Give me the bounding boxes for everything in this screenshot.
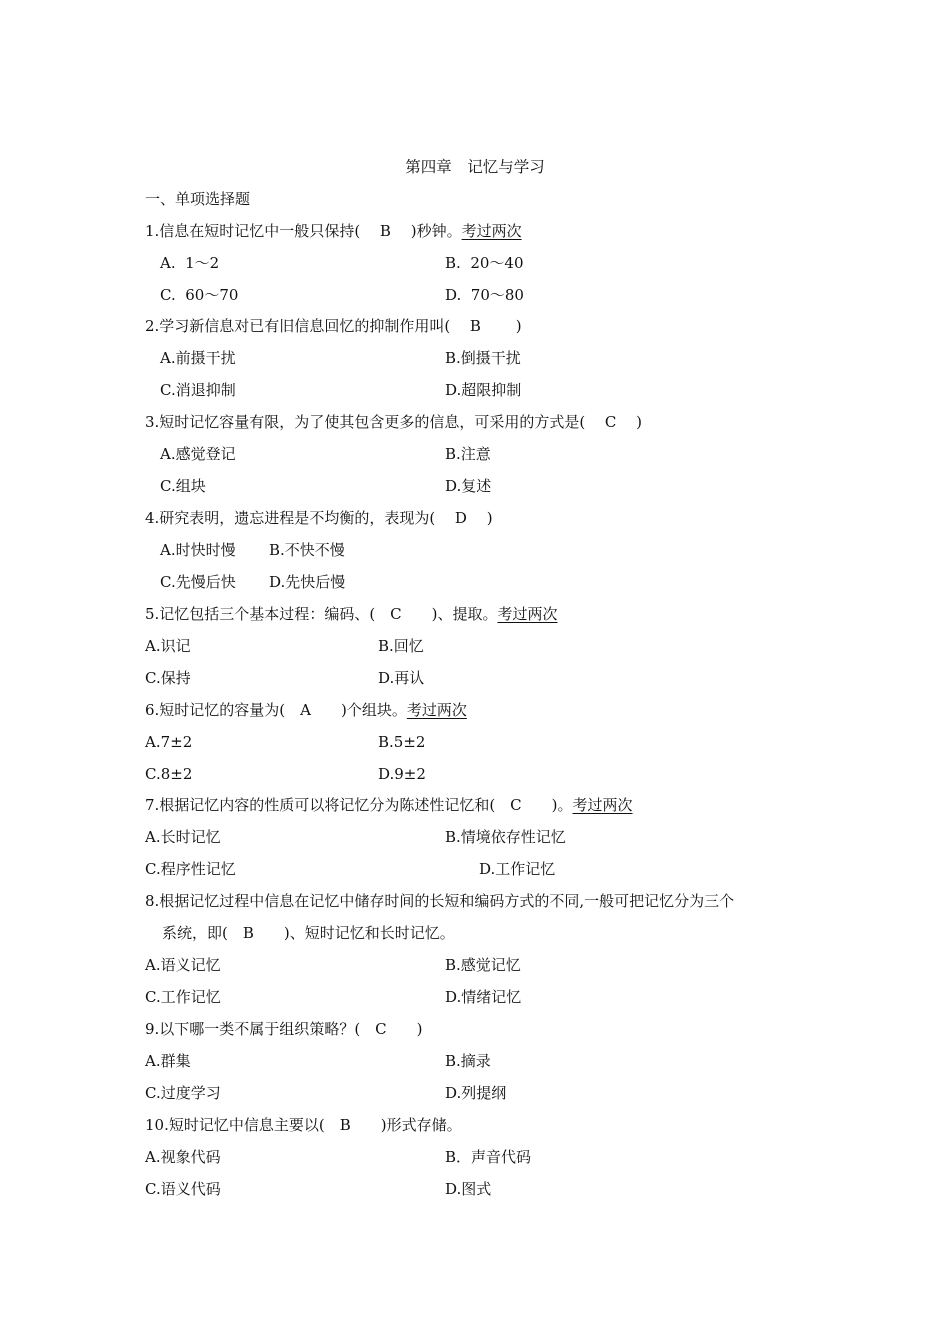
option: B.倒摄干扰 xyxy=(445,349,521,367)
section-heading: 一、单项选择题 xyxy=(145,190,251,208)
option: A.7±2 xyxy=(145,733,193,751)
option: B.回忆 xyxy=(378,637,424,655)
option: A.感觉登记 xyxy=(160,445,236,463)
option: B.摘录 xyxy=(445,1052,491,1070)
option: B.5±2 xyxy=(378,733,426,751)
question-10: 10.短时记忆中信息主要以( B )形式存储。 xyxy=(145,1116,462,1134)
question-5 xyxy=(145,604,558,624)
option: D.列提纲 xyxy=(445,1084,507,1102)
option: A.长时记忆 xyxy=(145,828,221,846)
question-8-continued: 系统，即( B )、短时记忆和长时记忆。 xyxy=(162,924,455,942)
exam-note: 考过两次 xyxy=(406,701,467,719)
option: C.语义代码 xyxy=(145,1180,221,1198)
question-text: 1.信息在短时记忆中一般只保持( B )秒钟。 xyxy=(145,222,462,240)
option: D.工作记忆 xyxy=(479,860,556,878)
option: B.感觉记忆 xyxy=(445,956,521,974)
option: B.注意 xyxy=(445,445,491,463)
option: C.8±2 xyxy=(145,765,193,783)
question-7 xyxy=(145,795,633,815)
question-9: 9.以下哪一类不属于组织策略？( C ) xyxy=(145,1020,423,1038)
option: C.消退抑制 xyxy=(160,381,236,399)
option: D.复述 xyxy=(445,477,492,495)
option: A. 1～2 xyxy=(160,254,220,272)
question-2: 2.学习新信息对已有旧信息回忆的抑制作用叫( B ) xyxy=(145,317,522,335)
exam-note: 考过两次 xyxy=(572,796,633,814)
option: D.超限抑制 xyxy=(445,381,522,399)
option: C.保持 xyxy=(145,669,191,687)
option: C.过度学习 xyxy=(145,1084,221,1102)
option: D. 70～80 xyxy=(445,286,524,304)
option: A.语义记忆 xyxy=(145,956,221,974)
question-3: 3.短时记忆容量有限，为了使其包含更多的信息，可采用的方式是( C ) xyxy=(145,413,643,431)
option: C. 60～70 xyxy=(160,286,239,304)
option: C.工作记忆 xyxy=(145,988,221,1006)
option: C.程序性记忆 xyxy=(145,860,236,878)
chapter-title: 第四章 记忆与学习 xyxy=(405,158,545,176)
option: A.时快时慢 xyxy=(160,541,236,559)
question-text: 5.记忆包括三个基本过程：编码、( C )、提取。 xyxy=(145,605,498,623)
option: C.先慢后快 xyxy=(160,573,236,591)
question-6 xyxy=(145,700,467,720)
exam-note: 考过两次 xyxy=(497,605,558,623)
option: A.群集 xyxy=(145,1052,191,1070)
question-8: 8.根据记忆过程中信息在记忆中储存时间的长短和编码方式的不同,一般可把记忆分为三个 xyxy=(145,892,735,910)
question-text: 6.短时记忆的容量为( A )个组块。 xyxy=(145,701,407,719)
option: B.情境依存性记忆 xyxy=(445,828,566,846)
option: A.识记 xyxy=(145,637,191,655)
option: C.组块 xyxy=(160,477,206,495)
option: D.先快后慢 xyxy=(269,573,346,591)
option: A.前摄干扰 xyxy=(160,349,236,367)
option: D.图式 xyxy=(445,1180,492,1198)
option: B. 20～40 xyxy=(445,254,524,272)
option: D.9±2 xyxy=(378,765,426,783)
option: B．声音代码 xyxy=(445,1148,532,1166)
option: B.不快不慢 xyxy=(269,541,345,559)
option: D.再认 xyxy=(378,669,425,687)
question-text: 7.根据记忆内容的性质可以将记忆分为陈述性记忆和( C )。 xyxy=(145,796,573,814)
exam-note: 考过两次 xyxy=(461,222,522,240)
option: A.视象代码 xyxy=(145,1148,221,1166)
question-4: 4.研究表明，遗忘进程是不均衡的，表现为( D ) xyxy=(145,509,493,527)
question-1 xyxy=(145,221,522,241)
option: D.情绪记忆 xyxy=(445,988,522,1006)
